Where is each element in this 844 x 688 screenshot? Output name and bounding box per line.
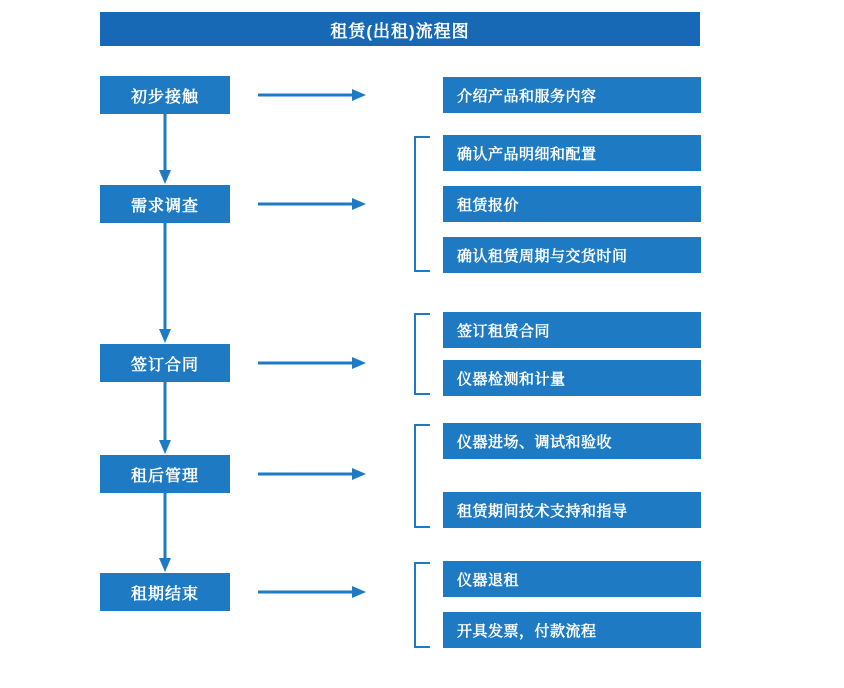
stage-box-1[interactable]: 初步接触 [100,76,230,114]
bracket-group-4 [414,424,430,528]
bracket-group-3 [414,313,430,395]
task-box-5[interactable]: 签订租赁合同 [443,312,701,348]
task-box-8[interactable]: 租赁期间技术支持和指导 [443,492,701,528]
stage-box-4[interactable]: 租后管理 [100,455,230,493]
task-box-3[interactable]: 租赁报价 [443,186,701,222]
bracket-group-5 [414,562,430,648]
page-title: 租赁(出租)流程图 [100,12,700,46]
task-box-2[interactable]: 确认产品明细和配置 [443,135,701,171]
arrow-right-5 [258,585,368,599]
arrow-right-4 [258,467,368,481]
arrow-down-2 [158,223,172,345]
task-box-10[interactable]: 开具发票，付款流程 [443,612,701,648]
task-box-6[interactable]: 仪器检测和计量 [443,360,701,396]
task-box-4[interactable]: 确认租赁周期与交货时间 [443,237,701,273]
arrow-down-4 [158,493,172,574]
arrow-down-3 [158,382,172,456]
stage-box-5[interactable]: 租期结束 [100,573,230,611]
arrow-down-1 [158,114,172,186]
stage-box-3[interactable]: 签订合同 [100,344,230,382]
arrow-right-2 [258,197,368,211]
arrow-right-1 [258,88,368,102]
stage-box-2[interactable]: 需求调查 [100,185,230,223]
task-box-7[interactable]: 仪器进场、调试和验收 [443,423,701,459]
task-box-1[interactable]: 介绍产品和服务内容 [443,77,701,113]
bracket-group-2 [414,136,430,272]
task-box-9[interactable]: 仪器退租 [443,561,701,597]
arrow-right-3 [258,356,368,370]
